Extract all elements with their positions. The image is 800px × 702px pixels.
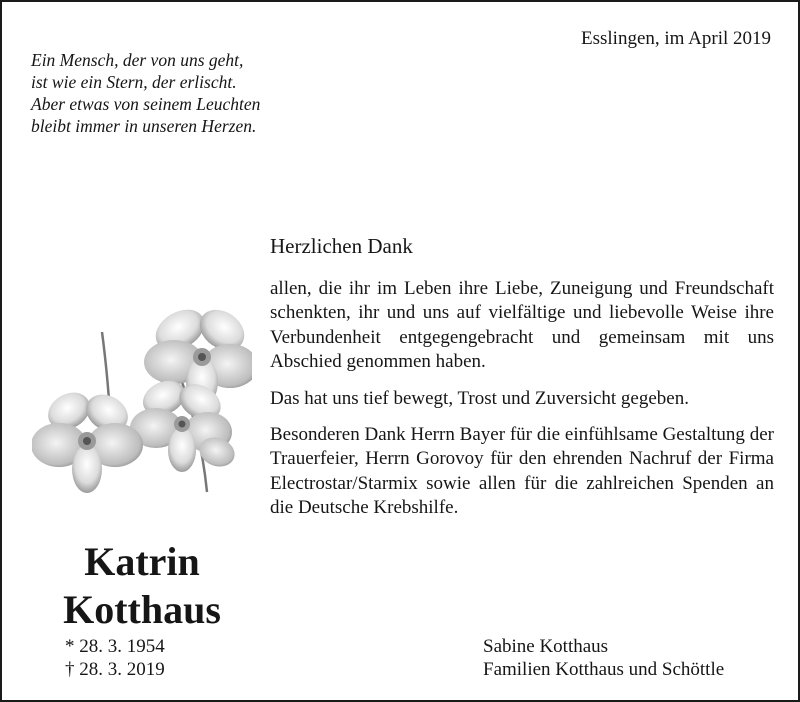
thanks-paragraph: Das hat uns tief bewegt, Trost und Zuversicht gegeben. (270, 387, 689, 409)
thanks-body (270, 277, 774, 533)
signer-line: Sabine Kotthaus (483, 636, 609, 657)
signers (483, 635, 724, 681)
thanks-paragraph: Besonderen Dank Herrn Bayer für die einfühlsame Gestaltung der Trauerfeier, Herrn Gorovoy für den ehrenden Nachruf der Firma Electrostar/Starmix sowie allen für die zahlreichen Spenden an die Deutsche Krebshilfe. (270, 424, 774, 519)
motto-line: Ein Mensch, der von uns geht, (31, 50, 244, 70)
orchid-flowers-icon (32, 302, 252, 502)
motto-line: ist wie ein Stern, der erlischt. (31, 72, 237, 92)
deceased-last-name: Kotthaus (63, 587, 221, 632)
life-dates (65, 635, 165, 681)
deceased-first-name: Katrin (84, 539, 200, 584)
motto-line: bleibt immer in unseren Herzen. (31, 116, 257, 136)
death-date: † 28. 3. 2019 (65, 659, 165, 680)
place-date: Esslingen, im April 2019 (581, 28, 771, 49)
signer-line: Familien Kotthaus und Schöttle (483, 659, 725, 680)
birth-date: * 28. 3. 1954 (65, 636, 165, 657)
motto-verse (31, 49, 260, 137)
thanks-paragraph: allen, die ihr im Leben ihre Liebe, Zuneigung und Freundschaft schenkten, ihr und uns auf vielfältige und liebevolle Weise ihre Verbundenheit entgegengebracht und gemeinsam mit uns Abschied genommen haben. (270, 278, 774, 373)
motto-line: Aber etwas von seinem Leuchten (31, 94, 261, 114)
thanks-heading: Herzlichen Dank (270, 234, 413, 258)
